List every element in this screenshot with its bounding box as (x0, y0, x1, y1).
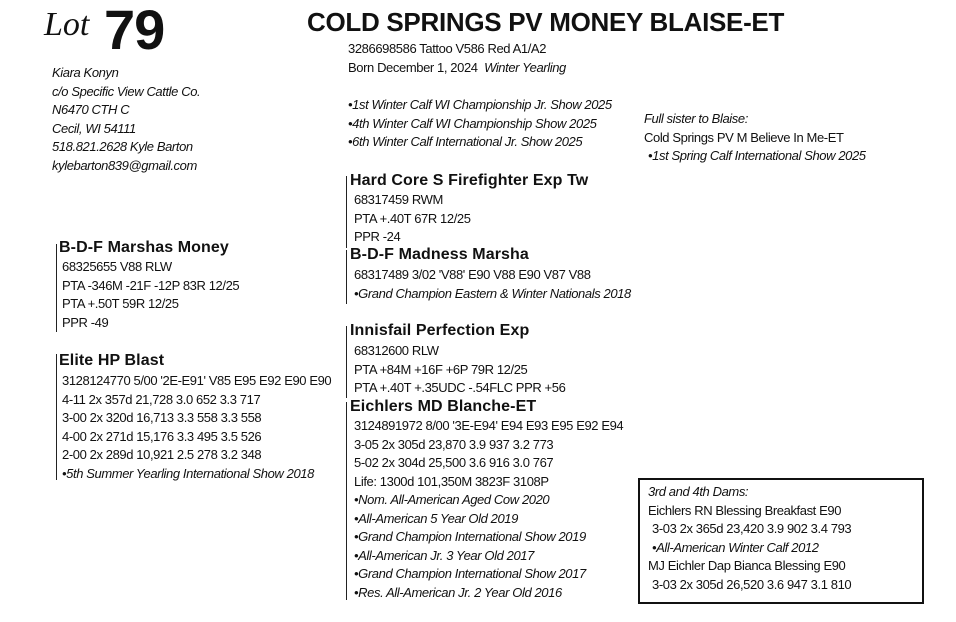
animal-awards (348, 96, 612, 152)
fourth-dam-name: MJ Eichler Dap Bianca Blessing E90 (648, 558, 846, 573)
dam-dam-line: 3124891972 8/00 '3E-E94' E94 E93 E95 E92 E94 (354, 418, 624, 433)
consignor-email[interactable]: kylebarton839@gmail.com (52, 157, 197, 173)
dam-line: 3-00 2x 320d 16,713 3.3 558 3.3 558 (62, 410, 262, 425)
animal-id-line: 3286698586 Tattoo V586 Red A1/A2 (348, 41, 547, 56)
dam-award: •5th Summer Yearling International Show 2018 (62, 465, 314, 481)
consignor-line: Kiara Konyn (52, 65, 119, 80)
sire-line: PTA -346M -21F -12P 83R 12/25 (62, 277, 240, 293)
sister-name: Cold Springs PV M Believe In Me-ET (644, 129, 844, 145)
dam-dam-award: •Grand Champion International Show 2017 (354, 566, 586, 581)
dam-dam-info (354, 417, 623, 602)
pedigree-bracket (56, 354, 57, 480)
pedigree-bracket (346, 326, 347, 398)
sire-dam-name: B-D-F Madness Marsha (350, 246, 529, 263)
sire-sire-info (354, 191, 471, 247)
dam-sire-info (354, 342, 565, 398)
animal-award: •6th Winter Calf International Jr. Show 2025 (348, 134, 583, 149)
sire-line: PPR -49 (62, 314, 109, 330)
dam-dam-award: •Grand Champion International Show 2019 (354, 529, 586, 544)
pedigree-bracket (346, 250, 347, 304)
sire-line: PTA +.50T 59R 12/25 (62, 296, 179, 311)
sire-sire-line: PTA +.40T 67R 12/25 (354, 210, 471, 226)
third-dam-name: Eichlers RN Blessing Breakfast E90 (648, 502, 842, 518)
dams-box-content (648, 483, 851, 594)
consignor-line: N6470 CTH C (52, 102, 130, 117)
pedigree-bracket (346, 402, 347, 600)
animal-info (348, 40, 566, 77)
fourth-dam-record: 3-03 2x 305d 26,520 3.6 947 3.1 810 (652, 576, 852, 592)
sire-sire-line: 68317459 RWM (354, 192, 443, 207)
dam-sire-line: PTA +84M +16F +6P 79R 12/25 (354, 361, 528, 377)
sire-dam-info (354, 266, 631, 303)
sire-dam-award: •Grand Champion Eastern & Winter Nationals 2018 (354, 285, 631, 301)
dam-line: 3128124770 5/00 '2E-E91' V85 E95 E92 E90 E90 (62, 373, 332, 388)
consignor-line: 518.821.2628 Kyle Barton (52, 139, 193, 154)
animal-title: COLD SPRINGS PV MONEY BLAISE-ET (307, 7, 785, 37)
sire-sire-line: PPR -24 (354, 229, 401, 244)
consignor-block (52, 64, 200, 175)
sire-name: B-D-F Marshas Money (59, 239, 229, 256)
sire-sire-name: Hard Core S Firefighter Exp Tw (350, 172, 589, 189)
third-fourth-dams-box (638, 478, 924, 604)
dam-dam-award: •All-American 5 Year Old 2019 (354, 510, 518, 526)
pedigree-bracket (56, 244, 57, 332)
lot-label: Lot (44, 6, 90, 43)
dam-sire-line: 68312600 RLW (354, 343, 439, 358)
third-dam-record: 3-03 2x 365d 23,420 3.9 902 3.4 793 (652, 521, 852, 536)
third-dam-award: •All-American Winter Calf 2012 (652, 539, 819, 555)
dam-dam-line: 5-02 2x 304d 25,500 3.6 916 3.0 767 (354, 455, 554, 470)
dams-box-label: 3rd and 4th Dams: (648, 484, 749, 499)
dam-sire-name: Innisfail Perfection Exp (350, 322, 530, 339)
dam-line: 4-00 2x 271d 15,176 3.3 495 3.5 526 (62, 428, 262, 444)
sister-block (644, 110, 866, 166)
consignor-line: Cecil, WI 54111 (52, 120, 136, 136)
animal-award: •1st Winter Calf WI Championship Jr. Show 2025 (348, 97, 612, 112)
dam-name: Elite HP Blast (59, 352, 165, 369)
pedigree-bracket (346, 176, 347, 248)
dam-dam-line: Life: 1300d 101,350M 3823F 3108P (354, 473, 549, 489)
sister-award: •1st Spring Calf International Show 2025 (648, 148, 866, 163)
dam-dam-award: •All-American Jr. 3 Year Old 2017 (354, 547, 534, 563)
sire-line: 68325655 V88 RLW (62, 259, 172, 274)
dam-info (62, 372, 331, 483)
dam-line: 2-00 2x 289d 10,921 2.5 278 3.2 348 (62, 447, 262, 462)
dam-line: 4-11 2x 357d 21,728 3.0 652 3.3 717 (62, 391, 261, 407)
sire-info (62, 258, 239, 332)
lot-number: 79 (104, 0, 165, 61)
sister-label: Full sister to Blaise: (644, 111, 748, 126)
dam-dam-line: 3-05 2x 305d 23,870 3.9 937 3.2 773 (354, 436, 554, 452)
dam-sire-line: PTA +.40T +.35UDC -.54FLC PPR +56 (354, 380, 566, 395)
animal-class: Winter Yearling (484, 59, 566, 75)
animal-award: •4th Winter Calf WI Championship Show 2025 (348, 115, 597, 131)
born-date: Born December 1, 2024 (348, 59, 478, 75)
sire-dam-line: 68317489 3/02 'V88' E90 V88 E90 V87 V88 (354, 267, 591, 282)
dam-dam-award: •Res. All-American Jr. 2 Year Old 2016 (354, 584, 562, 600)
dam-dam-award: •Nom. All-American Aged Cow 2020 (354, 492, 550, 507)
dam-dam-name: Eichlers MD Blanche-ET (350, 398, 537, 415)
consignor-line: c/o Specific View Cattle Co. (52, 83, 201, 99)
animal-born-line (348, 59, 566, 78)
